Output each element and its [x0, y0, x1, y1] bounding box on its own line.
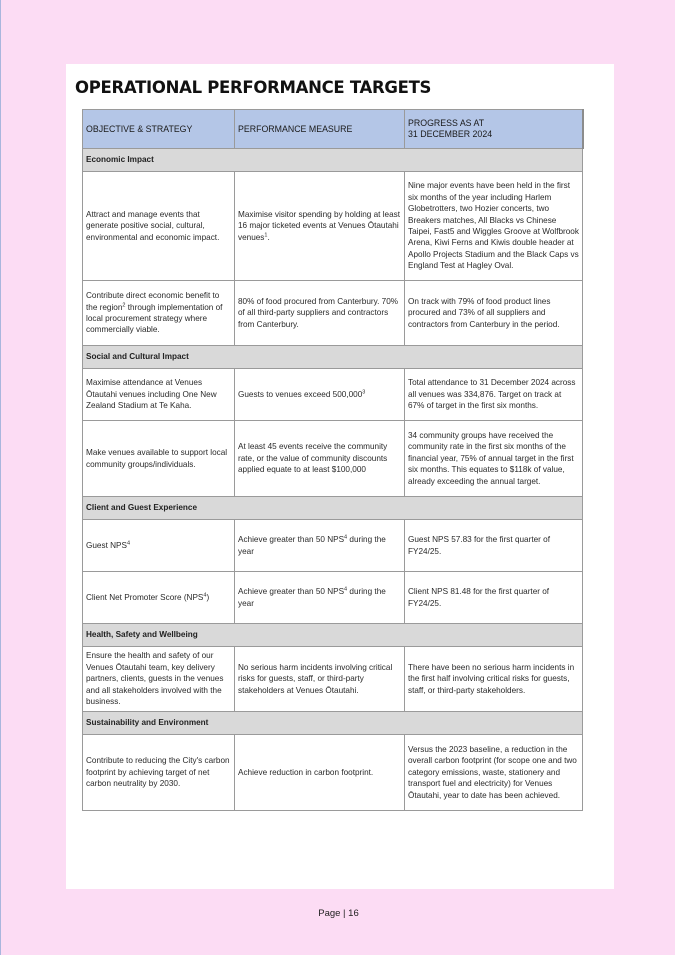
- objective-cell: Attract and manage events that generate positive social, cultural, environmental and economic impact.: [83, 172, 235, 281]
- objective-text-end: through implementation of local procurement strategy where commercially viable.: [86, 302, 223, 335]
- section-row-health-safety-wellbeing: [83, 624, 583, 647]
- page-number: Page | 16: [318, 908, 359, 919]
- section-title: Social and Cultural Impact: [83, 346, 583, 369]
- table-row: [83, 369, 583, 421]
- footnote-ref: 1: [264, 231, 268, 238]
- header-objective: OBJECTIVE & STRATEGY: [83, 110, 235, 149]
- measure-text-end: .: [267, 232, 270, 242]
- objective-cell: [83, 520, 235, 572]
- measure-text: Guests to venues exceed 500,000: [238, 389, 363, 399]
- section-row-economic-impact: [83, 149, 583, 172]
- footnote-ref: 3: [362, 389, 366, 396]
- document-page: [66, 64, 614, 889]
- header-progress: [405, 110, 583, 149]
- footnote-ref: 4: [203, 592, 207, 599]
- table-header-row: [83, 110, 583, 149]
- table-row: [83, 735, 583, 811]
- objective-cell: [83, 281, 235, 346]
- measure-cell: Achieve reduction in carbon footprint.: [235, 735, 405, 811]
- footnote-ref: 4: [344, 586, 348, 593]
- performance-targets-table: [82, 109, 584, 811]
- measure-text-end: during the year: [238, 535, 386, 556]
- table-row: [83, 572, 583, 624]
- objective-text: Guest NPS: [86, 540, 127, 550]
- table-row: [83, 421, 583, 497]
- progress-cell: Guest NPS 57.83 for the first quarter of FY24/25.: [405, 520, 583, 572]
- section-row-social-cultural-impact: [83, 346, 583, 369]
- measure-cell: [235, 172, 405, 281]
- measure-cell: At least 45 events receive the community rate, or the value of community discounts applied equate to at least $100,000: [235, 421, 405, 497]
- measure-cell: [235, 520, 405, 572]
- measure-text: Maximise visitor spending by holding at least 16 major ticketed events at Venues Ōtautahi venues: [238, 209, 401, 242]
- section-title: Sustainability and Environment: [83, 712, 583, 735]
- section-row-client-guest-experience: [83, 497, 583, 520]
- page-title: OPERATIONAL PERFORMANCE TARGETS: [75, 78, 432, 97]
- header-progress-line1: PROGRESS AS AT: [408, 118, 485, 128]
- progress-cell: Versus the 2023 baseline, a reduction in the overall carbon footprint (for scope one and two category emissions, waste, stationery and transport fuel and electricity) for Venues Ōtautahi, year to date has been achieved.: [405, 735, 583, 811]
- section-row-sustainability-environment: [83, 712, 583, 735]
- measure-cell: [235, 369, 405, 421]
- objective-cell: Contribute to reducing the City's carbon footprint by achieving target of net carbon neutrality by 2030.: [83, 735, 235, 811]
- progress-cell: On track with 79% of food product lines procured and 73% of all suppliers and contractors from Canterbury in the period.: [405, 281, 583, 346]
- objective-text-end: ): [206, 592, 210, 602]
- section-title: Client and Guest Experience: [83, 497, 583, 520]
- footnote-ref: 2: [122, 301, 126, 308]
- measure-cell: No serious harm incidents involving critical risks for guests, staff, or third-party stakeholders at Venues Ōtautahi.: [235, 647, 405, 712]
- measure-cell: [235, 572, 405, 624]
- footnote-ref: 4: [344, 534, 348, 541]
- progress-cell: 34 community groups have received the community rate in the first six months of the financial year, 75% of annual target in the first six months. This equates to $118k of value, already exceeding the annual target.: [405, 421, 583, 497]
- header-measure: PERFORMANCE MEASURE: [235, 110, 405, 149]
- measure-text-end: during the year: [238, 587, 386, 608]
- measure-cell: 80% of food procured from Canterbury. 70% of all third-party suppliers and contractors from Canterbury.: [235, 281, 405, 346]
- progress-cell: There have been no serious harm incidents in the first half involving critical risks for guests, staff, or third-party stakeholders.: [405, 647, 583, 712]
- progress-cell: Nine major events have been held in the first six months of the year including Harlem Globetrotters, two Hozier concerts, two Breakers matches, All Blacks vs Chinese Taipei, Fast5 and Wiggles Groove at Wolfbrook Arena, Kiwi Ferns and Kiwis double header at Apollo Projects Stadium and the Black Caps vs England Test at Hagley Oval.: [405, 172, 583, 281]
- table-row: [83, 647, 583, 712]
- objective-cell: Ensure the health and safety of our Venues Ōtautahi team, key delivery partners, clients, guests in the venues and all stakeholders involved with the business.: [83, 647, 235, 712]
- progress-cell: Client NPS 81.48 for the first quarter of FY24/25.: [405, 572, 583, 624]
- objective-text: Contribute direct economic benefit to the region: [86, 291, 220, 312]
- objective-cell: Make venues available to support local community groups/individuals.: [83, 421, 235, 497]
- measure-text: Achieve greater than 50 NPS: [238, 535, 345, 545]
- footnote-ref: 4: [126, 540, 131, 547]
- measure-text: Achieve greater than 50 NPS: [238, 587, 345, 597]
- objective-cell: [83, 572, 235, 624]
- section-title: Economic Impact: [83, 149, 583, 172]
- table-row: [83, 281, 583, 346]
- progress-cell: Total attendance to 31 December 2024 across all venues was 334,876. Target on track at 67% of target in the first six months.: [405, 369, 583, 421]
- objective-text: Client Net Promoter Score (NPS: [86, 592, 204, 602]
- objective-cell: Maximise attendance at Venues Ōtautahi venues including One New Zealand Stadium at Te Kaha.: [83, 369, 235, 421]
- section-title: Health, Safety and Wellbeing: [83, 624, 583, 647]
- header-progress-line2: 31 DECEMBER 2024: [408, 129, 493, 139]
- table-row: [83, 520, 583, 572]
- table-row: [83, 172, 583, 281]
